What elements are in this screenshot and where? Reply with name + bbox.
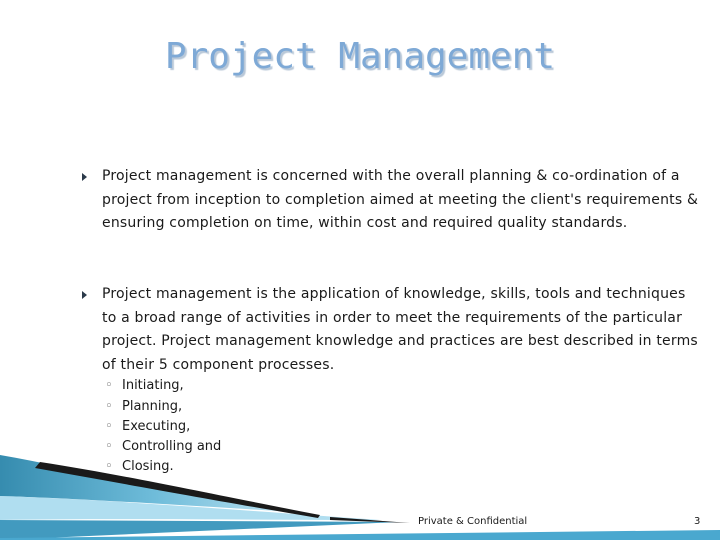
sub-item: ◦ Initiating, — [105, 376, 184, 396]
page-number: 3 — [694, 516, 701, 527]
circle-bullet-icon: ◦ — [105, 399, 113, 414]
bullet-paragraph-1: Project management is concerned with the overall planning & co-ordination of a project from inception to completion aimed at meeting the client's requirements & ensuring completion on time, within cost and required quality standards. — [102, 168, 699, 232]
sub-item: ◦ Controlling and — [105, 437, 221, 457]
circle-bullet-icon: ◦ — [105, 419, 113, 434]
sub-item: ◦ Executing, — [105, 417, 190, 437]
circle-bullet-icon: ◦ — [105, 459, 113, 474]
circle-bullet-icon: ◦ — [105, 439, 113, 454]
bullet-arrow-icon — [82, 173, 86, 181]
footer-confidential: Private & Confidential — [418, 516, 528, 527]
decorative-swoosh — [0, 440, 720, 540]
circle-bullet-icon: ◦ — [105, 378, 113, 393]
bullet-paragraph-2: Project management is the application of knowledge, skills, tools and techniques to a broad range of activities in order to meet the requirements of the particular project. Project management knowledge and practices are best described in terms of their 5 component processes. — [102, 286, 698, 373]
bullet-arrow-icon — [82, 291, 86, 299]
sub-item: ◦ Closing. — [105, 457, 174, 477]
sub-item: ◦ Planning, — [105, 397, 182, 417]
slide-title: Project Management — [164, 36, 556, 77]
